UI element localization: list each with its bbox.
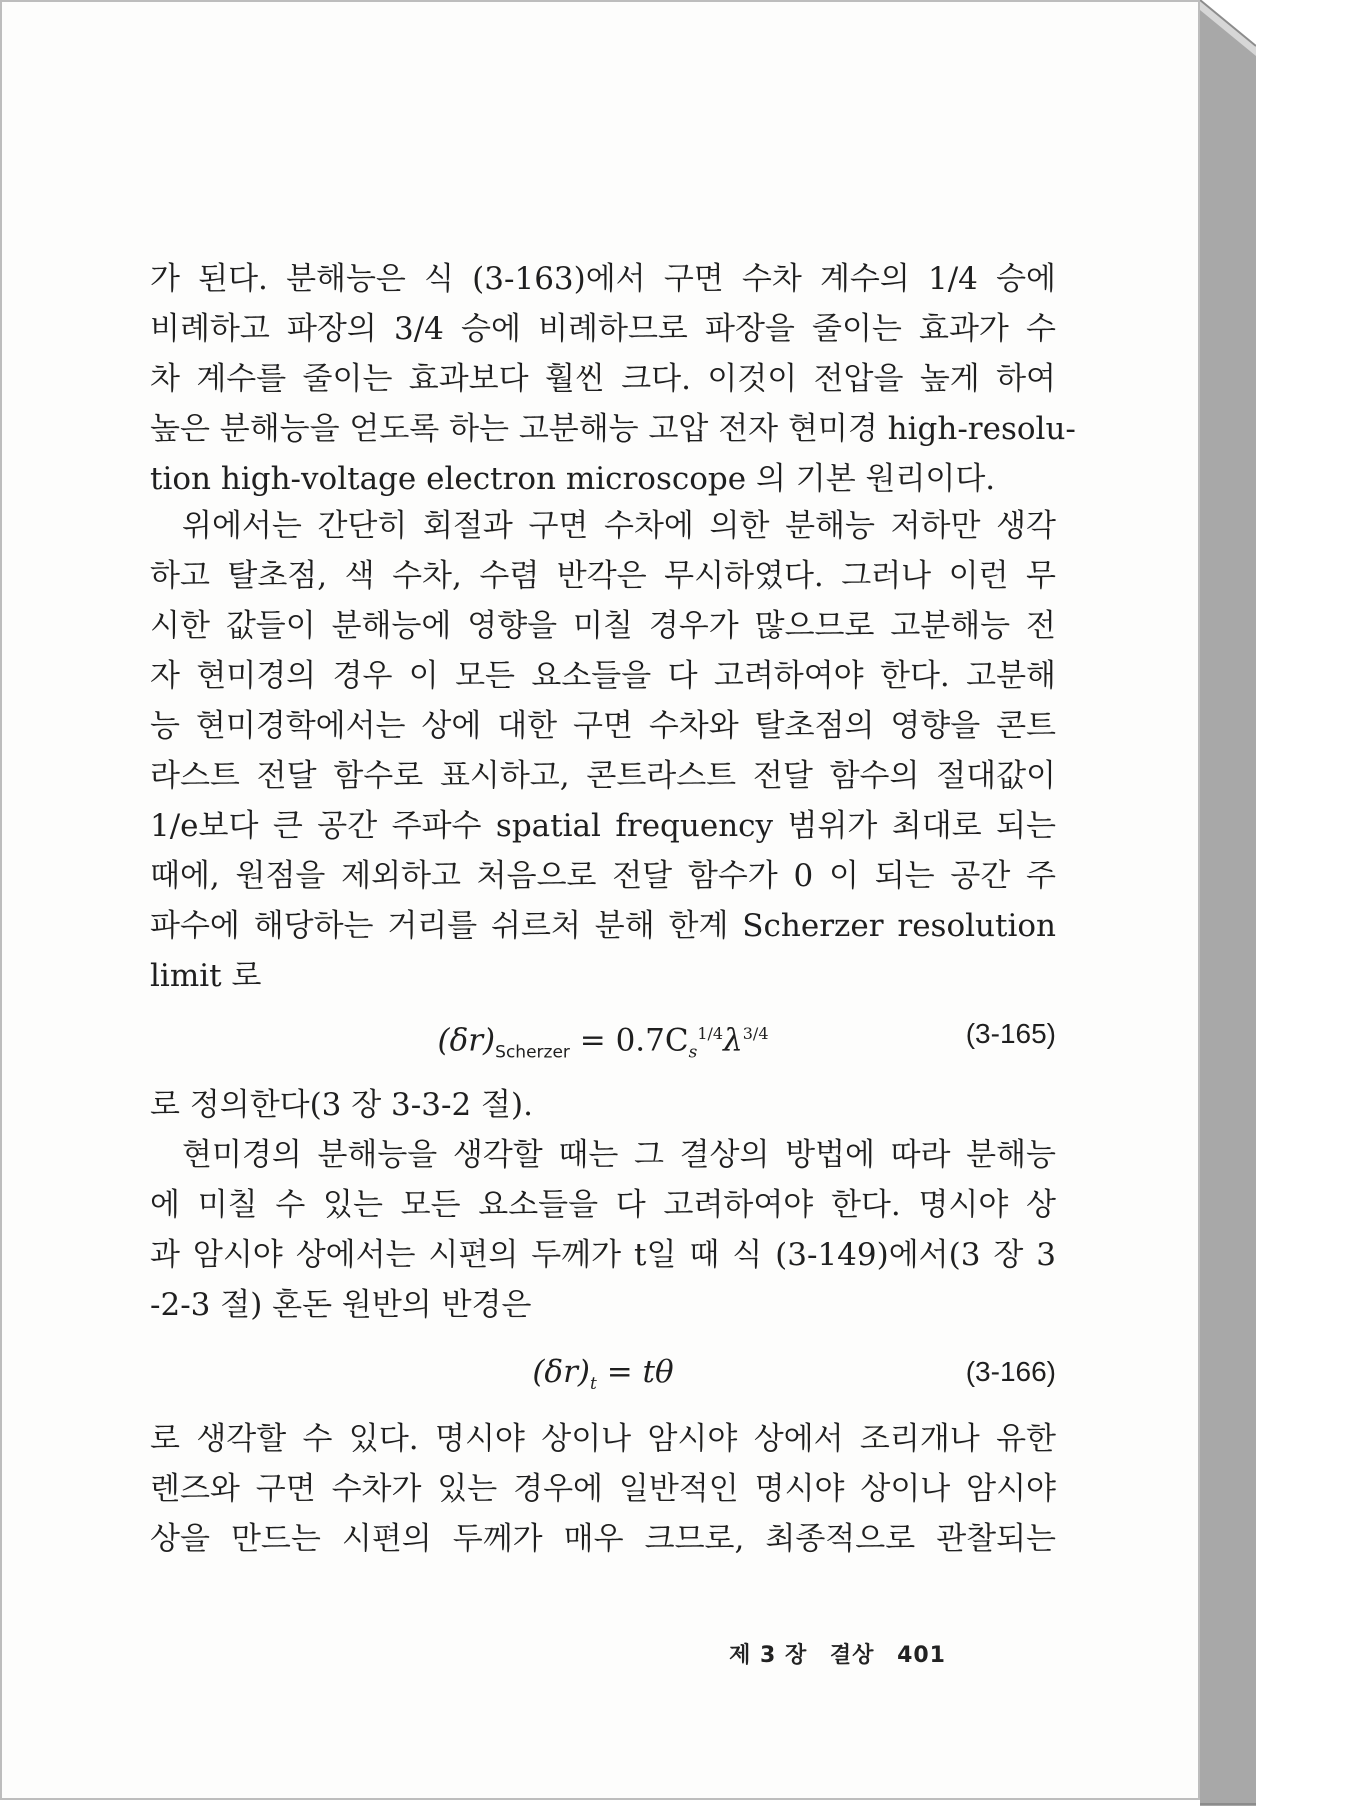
paragraph-5	[150, 1414, 1056, 1564]
text-line: -2-3 절) 혼돈 원반의 반경은	[150, 1287, 532, 1323]
text-line: 과 암시야 상에서는 시편의 두께가 t일 때 식 (3-149)에서(3 장 3	[150, 1237, 1056, 1273]
text-line: 로 생각할 수 있다. 명시야 상이나 암시야 상에서 조리개나 유한	[150, 1421, 1056, 1457]
text-line: 위에서는 간단히 회절과 구면 수차에 의한 분해능 저하만 생각	[182, 508, 1056, 544]
text-line: 자 현미경의 경우 이 모든 요소들을 다 고려하여야 한다. 고분해	[150, 658, 1056, 694]
text-line: 능 현미경학에서는 상에 대한 구면 수차와 탈초점의 영향을 콘트	[150, 708, 1056, 744]
blur-disc-formula: $(\delta r)_t = t\theta$	[532, 1354, 674, 1395]
text-line: 에 미칠 수 있는 모든 요소들을 다 고려하여야 한다. 명시야 상	[150, 1187, 1056, 1223]
equation-3-166	[150, 1347, 1056, 1397]
scherzer-formula: $(\delta r)_{Scherzer} = 0.7C_s^{1/4}\lambda^{3/4}$	[437, 1022, 769, 1063]
text-line: 라스트 전달 함수로 표시하고, 콘트라스트 전달 함수의 절대값이	[150, 758, 1056, 794]
text-line: 파수에 해당하는 거리를 쉬르처 분해 한계 Scherzer resolution	[150, 908, 1056, 944]
text-line: tion high-voltage electron microscope 의 기본 원리이다.	[150, 461, 996, 497]
text-line: limit 로	[150, 958, 262, 994]
equation-number: (3-166)	[965, 1356, 1056, 1387]
text-line: 1/e보다 큰 공간 주파수 spatial frequency 범위가 최대로 되는	[150, 808, 1056, 844]
book-page-stack-edge	[1200, 0, 1256, 1806]
equation-3-165	[150, 1009, 1056, 1063]
paragraph-2	[150, 501, 1056, 1001]
chapter-label: 제 3 장	[729, 1643, 808, 1668]
page-number: 401	[897, 1643, 946, 1668]
text-line: 비례하고 파장의 3/4 승에 비례하므로 파장을 줄이는 효과가 수	[150, 311, 1056, 347]
text-line: 로 정의한다(3 장 3-3-2 절).	[150, 1087, 533, 1123]
page-footer	[715, 1638, 946, 1669]
chapter-title: 결상	[829, 1643, 875, 1668]
equation-number: (3-165)	[965, 1018, 1056, 1049]
text-line: 때에, 원점을 제외하고 처음으로 전달 함수가 0 이 되는 공간 주	[150, 858, 1056, 894]
text-line: 시한 값들이 분해능에 영향을 미칠 경우가 많으므로 고분해능 전	[150, 608, 1056, 644]
paragraph-4	[150, 1130, 1056, 1330]
paragraph-3	[150, 1080, 1056, 1130]
text-line: 현미경의 분해능을 생각할 때는 그 결상의 방법에 따라 분해능	[182, 1137, 1056, 1173]
text-line: 상을 만드는 시편의 두께가 매우 크므로, 최종적으로 관찰되는	[150, 1521, 1056, 1557]
text-line: 높은 분해능을 얻도록 하는 고분해능 고압 전자 현미경 high-resolu-	[150, 411, 1076, 447]
text-line: 차 계수를 줄이는 효과보다 훨씬 크다. 이것이 전압을 높게 하여	[150, 361, 1056, 397]
text-line: 가 된다. 분해능은 식 (3-163)에서 구면 수차 계수의 1/4 승에	[150, 261, 1056, 297]
paragraph-1	[150, 254, 1076, 504]
text-line: 하고 탈초점, 색 수차, 수렴 반각은 무시하였다. 그러나 이런 무	[150, 558, 1056, 594]
text-line: 렌즈와 구면 수차가 있는 경우에 일반적인 명시야 상이나 암시야	[150, 1471, 1056, 1507]
